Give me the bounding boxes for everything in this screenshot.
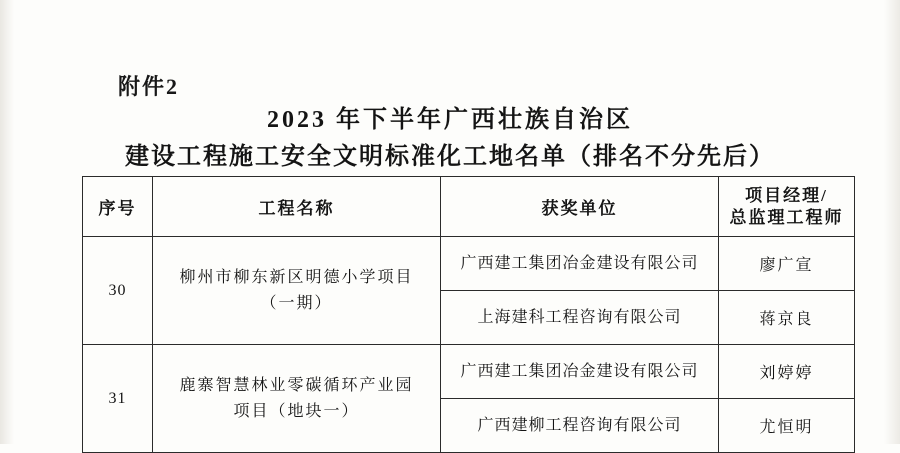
- cell-manager: 刘婷婷: [719, 345, 855, 399]
- cell-unit: 广西建柳工程咨询有限公司: [441, 399, 719, 453]
- cell-manager: 尤恒明: [719, 399, 855, 453]
- cell-unit: 广西建工集团冶金建设有限公司: [441, 237, 719, 291]
- cell-project-line-2: 项目（地块一）: [233, 402, 360, 420]
- attachment-label: 附件2: [118, 74, 180, 99]
- table-header-row: [83, 177, 855, 237]
- cell-manager: 蒋京良: [719, 291, 855, 345]
- table-row: [83, 345, 855, 399]
- cell-unit: 上海建科工程咨询有限公司: [441, 291, 719, 345]
- header-manager-line-1: 项目经理/: [745, 185, 828, 205]
- header-project: 工程名称: [153, 177, 441, 237]
- title-line-1: 2023 年下半年广西壮族自治区: [267, 107, 633, 133]
- header-unit: 获奖单位: [441, 177, 719, 237]
- header-manager-line-2: 总监理工程师: [729, 207, 844, 227]
- cell-manager: 廖广宣: [719, 237, 855, 291]
- header-no: 序号: [83, 177, 153, 237]
- paper-edge-left: [0, 0, 14, 444]
- title-line-2: 建设工程施工安全文明标准化工地名单（排名不分先后）: [125, 144, 775, 170]
- cell-project-line-1: 鹿寨智慧林业零碳循环产业园: [179, 376, 414, 394]
- header-manager: [719, 177, 855, 237]
- cell-unit: 广西建工集团冶金建设有限公司: [441, 345, 719, 399]
- paper-edge-right: [884, 0, 900, 444]
- cell-no: 31: [83, 345, 153, 453]
- table-row: [83, 237, 855, 291]
- page-title: [0, 104, 900, 174]
- cell-no: 30: [83, 237, 153, 345]
- cell-project-line-2: （一期）: [260, 294, 333, 312]
- cell-project: [153, 345, 441, 453]
- worksite-list-table: [82, 176, 855, 453]
- cell-project-line-1: 柳州市柳东新区明德小学项目: [179, 268, 414, 286]
- cell-project: [153, 237, 441, 345]
